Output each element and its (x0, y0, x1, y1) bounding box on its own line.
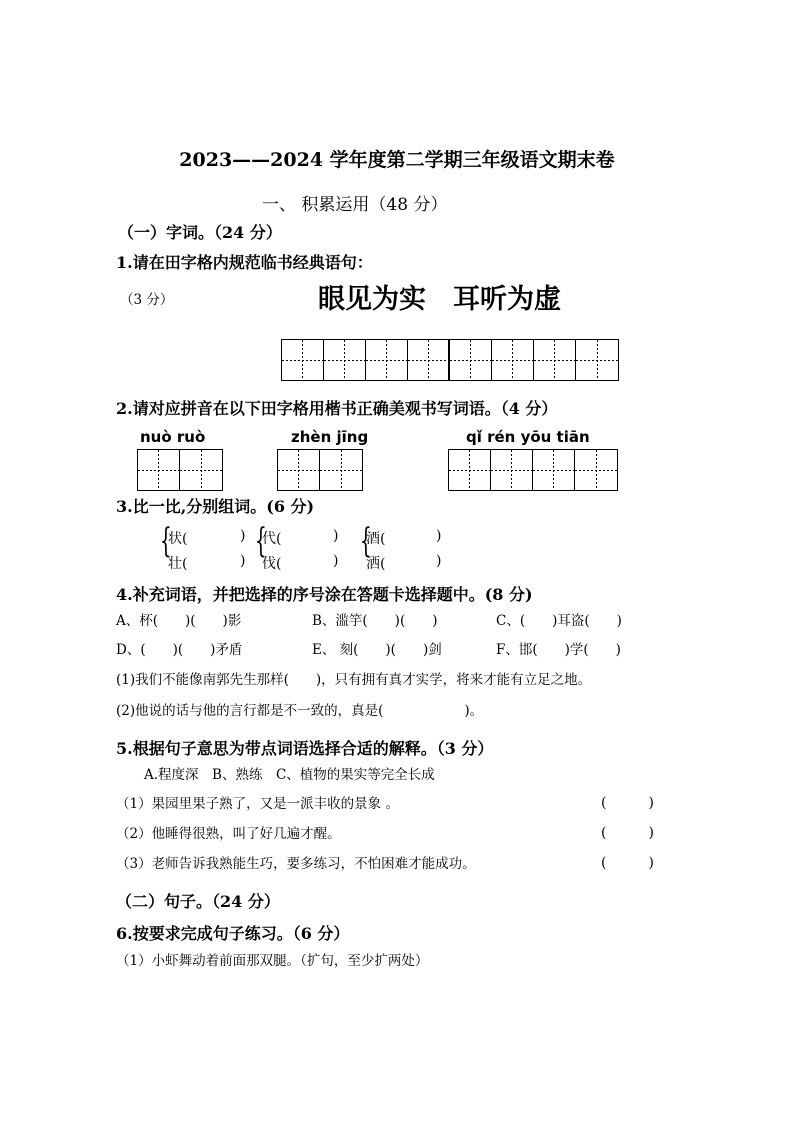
q4-option-d: D、( )( )矛盾 (116, 642, 243, 658)
q3-char-a2: 壮( (168, 556, 188, 572)
q2-text: 2.请对应拼音在以下田字格用楷书正确美观书写词语。（4 分） (116, 399, 558, 418)
grid-cell[interactable] (408, 340, 450, 380)
q5-item-2: （2）他睡得很熟，叫了好几遍才醒。 (116, 826, 341, 842)
brace-icon: { (359, 521, 372, 561)
q3-char-c2: 洒( (366, 556, 386, 572)
q3-text: 3.比一比,分别组词。(6 分) (116, 497, 315, 516)
q4-option-f: F、邯( )学( ) (496, 642, 621, 658)
q6-item-1: （1）小虾舞动着前面那双腿。（扩句，至少扩两处） (116, 953, 429, 969)
q1-motto: 眼见为实 耳听为虚 (318, 284, 561, 315)
q4-sentence-1: (1)我们不能像南郭先生那样( )，只有拥有真才实学，将来才能有立足之地。 (116, 672, 592, 688)
q2-grid-3[interactable] (448, 449, 618, 491)
q5-text: 5.根据句子意思为带点词语选择合适的解释。（3 分） (116, 739, 494, 758)
q3-paren: ) (333, 553, 339, 569)
q5-answer-3[interactable]: ( ) (601, 855, 654, 871)
q3-char-b2: 伐( (262, 556, 282, 572)
q3-paren: ) (240, 553, 246, 569)
grid-cell[interactable] (575, 450, 617, 490)
q5-item-3: （3）老师告诉我熟能生巧，要多练习，不怕困难才能成功。 (116, 856, 476, 872)
q3-char-a1: 状( (168, 531, 188, 547)
q3-paren: ) (240, 528, 246, 544)
q4-option-a: A、杯( )( )影 (116, 613, 242, 629)
q4-option-b: B、滥竽( )( ) (312, 613, 438, 629)
q4-sentence-2: (2)他说的话与他的言行都是不一致的，真是( )。 (116, 703, 484, 719)
grid-cell[interactable] (180, 450, 222, 490)
brace-icon: { (254, 521, 267, 561)
grid-cell[interactable] (492, 340, 534, 380)
grid-cell[interactable] (324, 340, 366, 380)
exam-title: 2023——2024 学年度第二学期三年级语文期末卷 (179, 149, 615, 171)
q2-grid-1[interactable] (137, 449, 223, 491)
sub2-heading: （二）句子。（24 分） (116, 892, 280, 911)
grid-cell[interactable] (282, 340, 324, 380)
grid-cell[interactable] (534, 340, 576, 380)
brace-icon: { (159, 521, 172, 561)
q4-text: 4.补充词语，并把选择的序号涂在答题卡选择题中。(8 分) (116, 585, 533, 604)
q6-text: 6.按要求完成句子练习。（6 分） (116, 924, 350, 943)
q5-item-1: （1）果园里果子熟了，又是一派丰收的景象 。 (116, 796, 399, 812)
sub1-heading: （一）字词。（24 分） (118, 223, 282, 242)
grid-cell[interactable] (491, 450, 533, 490)
q5-options: A.程度深 B、熟练 C、植物的果实等完全长成 (144, 767, 435, 783)
q3-paren: ) (436, 553, 442, 569)
grid-cell[interactable] (278, 450, 320, 490)
q5-answer-1[interactable]: ( ) (601, 795, 654, 811)
grid-cell[interactable] (576, 340, 618, 380)
q5-answer-2[interactable]: ( ) (601, 825, 654, 841)
q3-char-b1: 代( (262, 531, 282, 547)
q1-score: （3 分） (120, 292, 174, 308)
q2-grid-2[interactable] (277, 449, 363, 491)
grid-cell[interactable] (450, 340, 492, 380)
q3-paren: ) (333, 528, 339, 544)
q2-pinyin-1: nuò ruò (140, 428, 206, 446)
grid-cell[interactable] (366, 340, 408, 380)
q4-option-e: E、 刻( )( )剑 (312, 642, 442, 658)
q2-pinyin-2: zhèn jīng (291, 428, 369, 446)
q2-pinyin-3: qǐ rén yōu tiān (466, 428, 590, 446)
q4-option-c: C、( )耳盗( ) (496, 613, 622, 629)
part1-heading: 一、 积累运用（48 分） (262, 195, 448, 215)
q3-paren: ) (436, 528, 442, 544)
q3-char-c1: 酒( (366, 531, 386, 547)
grid-cell[interactable] (533, 450, 575, 490)
grid-cell[interactable] (320, 450, 362, 490)
grid-cell[interactable] (449, 450, 491, 490)
grid-cell[interactable] (138, 450, 180, 490)
q1-writing-grid[interactable] (281, 339, 619, 381)
q1-text: 1.请在田字格内规范临书经典语句： (116, 253, 373, 272)
